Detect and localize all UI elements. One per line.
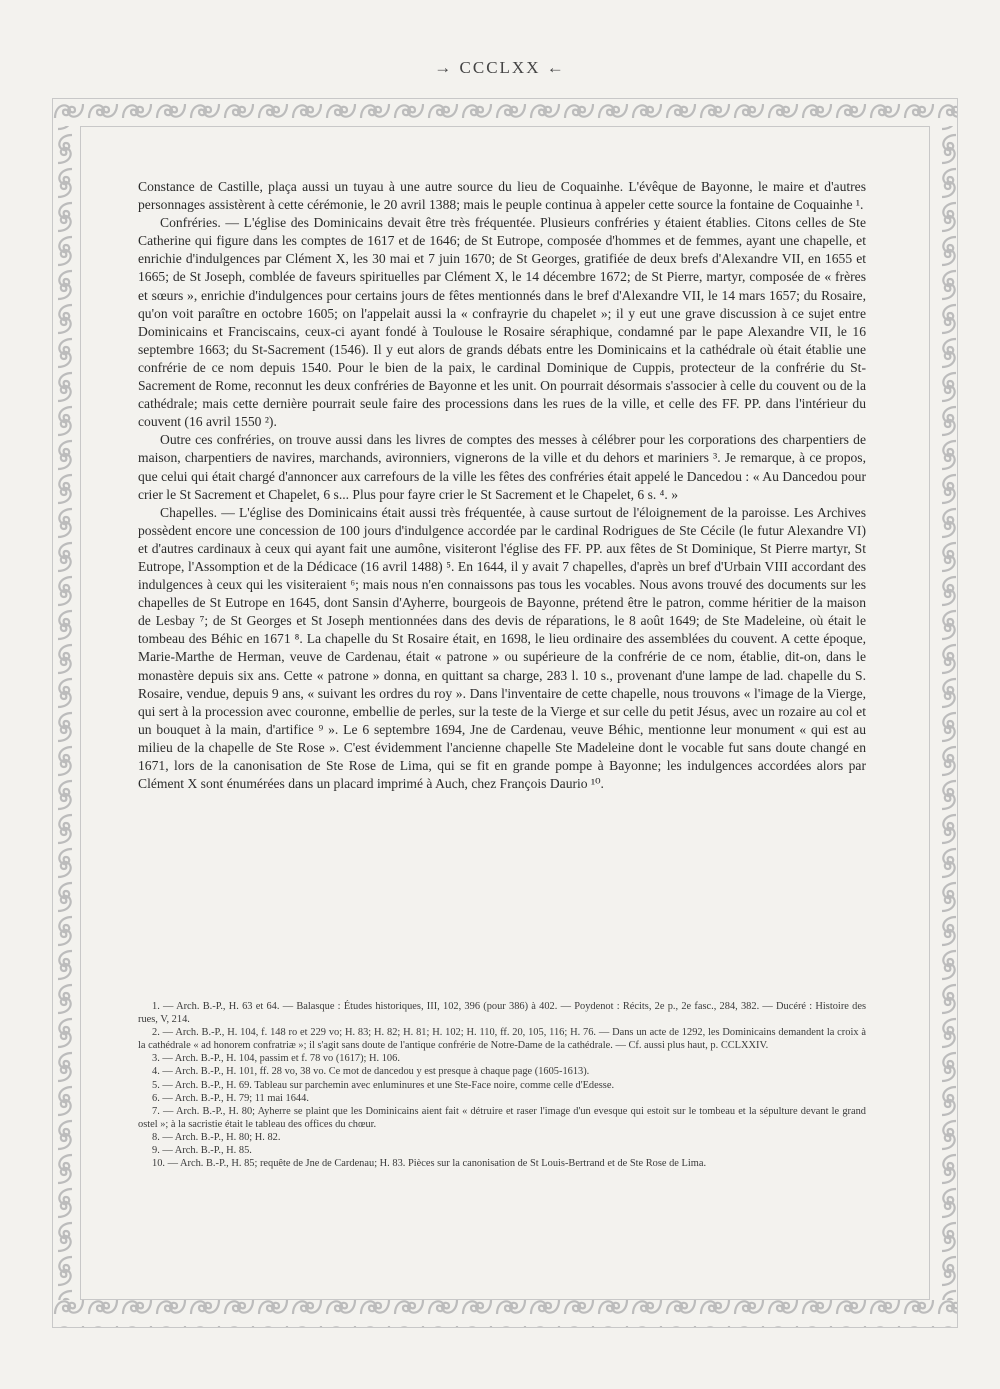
footnote-3: 3. — Arch. B.-P., H. 104, passim et f. 78 vo (1617); H. 106.: [152, 1053, 400, 1065]
footnote-7: 7. — Arch. B.-P., H. 80; Ayherre se plaint que les Dominicains aient fait « détruire et raser l'image d'un evesque qui estoit sur le tombeau et la sépulture devant le grand ostel »; à la sacristie était le tableau des offices du chœur.: [138, 1105, 866, 1130]
footnote-4: 4. — Arch. B.-P., H. 101, ff. 28 vo, 38 vo. Ce mot de dancedou y est presque à chaque page (1605-1613).: [152, 1066, 590, 1078]
footnote-9: 9. — Arch. B.-P., H. 85.: [152, 1145, 252, 1157]
main-text: [138, 178, 866, 793]
footnote-2: 2. — Arch. B.-P., H. 104, f. 148 ro et 229 vo; H. 83; H. 82; H. 81; H. 102; H. 110, ff. 20, 105, 116; H. 76. — Dans un acte de 1292, les Dominicains demandent la croix à la cathédrale « ad honorem confratriæ »; il s'agit sans doute de l'antique confrérie de Notre-Dame de la cathédrale. — Cf. aussi plus haut, p. CCLXXIV.: [138, 1027, 866, 1052]
left-arrow-ornament: →: [434, 58, 454, 77]
footnote-8: 8. — Arch. B.-P., H. 80; H. 82.: [152, 1131, 281, 1143]
page-header: [0, 58, 1000, 78]
paragraph-fontaine: Constance de Castille, plaça aussi un tuyau à une autre source du lieu de Coquainhe. L'évêque de Bayonne, le maire et d'autres personnages assistèrent à cette cérémonie, le 20 avril 1388; mais le peuple continua à appeler cette source la fontaine de Coquainhe ¹.: [138, 179, 866, 213]
footnote-10: 10. — Arch. B.-P., H. 85; requête de Jne de Cardenau; H. 83. Pièces sur la canonisation de St Louis-Bertrand et de Ste Rose de Lima.: [152, 1158, 707, 1170]
right-arrow-ornament: ←: [546, 58, 566, 77]
footnote-5: 5. — Arch. B.-P., H. 69. Tableau sur parchemin avec enluminures et une Ste-Face noire, comme celle d'Edesse.: [152, 1079, 615, 1091]
paragraph-corporations: Outre ces confréries, on trouve aussi dans les livres de comptes des messes à célébrer pour les corporations des charpentiers de maison, charpentiers de navires, marchands, avironniers, vignerons de la ville et du dehors et mariniers ³. Je remarque, à ce propos, que celui qui était chargé d'annoncer aux carrefours de la ville les fêtes des confréries était appelé le Dancedou : « Au Dancedou pour crier le St Sacrement et Chapelet, 6 s... Plus pour fayre crier le St Sacrement et le Chapelet, 6 s. ⁴. »: [138, 432, 866, 502]
footnote-1: 1. — Arch. B.-P., H. 63 et 64. — Balasque : Études historiques, III, 102, 396 (pour 386) à 402. — Poydenot : Récits, 2e p., 2e fasc., 284, 382. — Ducéré : Histoire des rues, V, 214.: [138, 1001, 866, 1026]
footnote-6: 6. — Arch. B.-P., H. 79; 11 mai 1644.: [152, 1092, 309, 1104]
page-number: CCCLXX: [459, 58, 541, 77]
paragraph-confreries: Confréries. — L'église des Dominicains devait être très fréquentée. Plusieurs confréries y étaient établies. Citons celles de Ste Catherine qui figure dans les comptes de 1617 et de 1646; de St Eutrope, composée d'hommes et de femmes, ayant une chapelle, et enrichie d'indulgences par Clément X, les 30 mai et 7 juin 1670; de St Georges, gratifiée de deux brefs d'Alexandre VII, en 1655 et 1665; de St Joseph, comblée de faveurs spirituelles par Clément X, le 14 décembre 1672; de St Pierre, martyr, composée de « frères et sœurs », enrichie d'indulgences pour certains jours de fêtes mentionnés dans le bref d'Alexandre VII, le 14 mars 1657; du Rosaire, qu'on voit paraître en octobre 1605; on l'appelait aussi la « confrayrie du chapelet »; il y eut une grave discussion à ce sujet entre Dominicains et Franciscains, ceux-ci ayant fondé à Toulouse le Rosaire séraphique, condamné par le pape Alexandre VII, le 16 septembre 1663; du St-Sacrement (1546). Il y eut alors de grands débats entre les Dominicains et la cathédrale où était établie une confrérie de ce nom depuis 1540. Pour le bien de la paix, le cardinal Dominique de Cuppis, protecteur de la confrérie du St-Sacrement de Rome, reconnut les deux confréries de Bayonne et les unit. On pourrait désormais s'associer à celle du couvent ou de la cathédrale; mais cette dernière pourrait seule faire des processions dans les rues de la ville, et celle des FF. PP. dans l'intérieur du couvent (16 avril 1550 ²).: [138, 215, 866, 430]
paragraph-chapelles: Chapelles. — L'église des Dominicains était aussi très fréquentée, à cause surtout de l'éloignement de la paroisse. Les Archives possèdent encore une concession de 100 jours d'indulgence accordée par le cardinal Rodrigues de Ste Cécile (le futur Alexandre VI) et d'autres cardinaux à ceux qui ayant fait une aumône, visiteront l'église des FF. PP. aux fêtes de St Dominique, St Pierre martyr, St Eutrope, l'Assomption et de la Dédicace (16 avril 1488) ⁵. En 1644, il y avait 7 chapelles, d'après un bref d'Urbain VIII accordant des indulgences à ceux qui les visiteraient ⁶; mais nous n'en connaissons pas tous les vocables. Nous avons trouvé des documents sur les chapelles de St Eutrope en 1645, dont Sansin d'Ayherre, bourgeois de Bayonne, prétend être le patron, comme héritier de la maison de Lesbay ⁷; de St Georges et St Joseph mentionnées dans des devis de réparations, le 8 août 1649; de Ste Madeleine, où était le tombeau des Béhic en 1671 ⁸. La chapelle du St Rosaire était, en 1698, le lieu ordinaire des assemblées du couvent. A cette époque, Marie-Marthe de Herman, veuve de Cardenau, était « patrone » ou supérieure de la confrérie de ce nom, établie, dit-on, dans le monastère depuis six ans. Cette « patrone » donna, en quittant sa charge, 283 l. 10 s., provenant d'une lampe de lad. chapelle du S. Rosaire, vendue, depuis 9 ans, « suivant les ordres du roy ». Dans l'inventaire de cette chapelle, nous trouvons « l'image de la Vierge, qui sert à la procession avec couronne, embellie de perles, sur la teste de la Vierge et sur celle du petit Jésus, avec un rozaire au col et un bouquet à la main, d'artifice ⁹ ». Le 6 septembre 1694, Jne de Cardenau, veuve Béhic, mentionne leur monument « qui est au milieu de la chapelle de Ste Rose ». C'est évidemment l'ancienne chapelle Ste Madeleine dont le vocable fut sans doute changé en 1671, lors de la canonisation de Ste Rose de Lima, qui se fit en grande pompe à Bayonne; les indulgences accordées alors par Clément X sont énumérées dans un placard imprimé à Auch, chez François Daurio ¹⁰.: [138, 504, 866, 792]
footnotes: [138, 1000, 866, 1170]
